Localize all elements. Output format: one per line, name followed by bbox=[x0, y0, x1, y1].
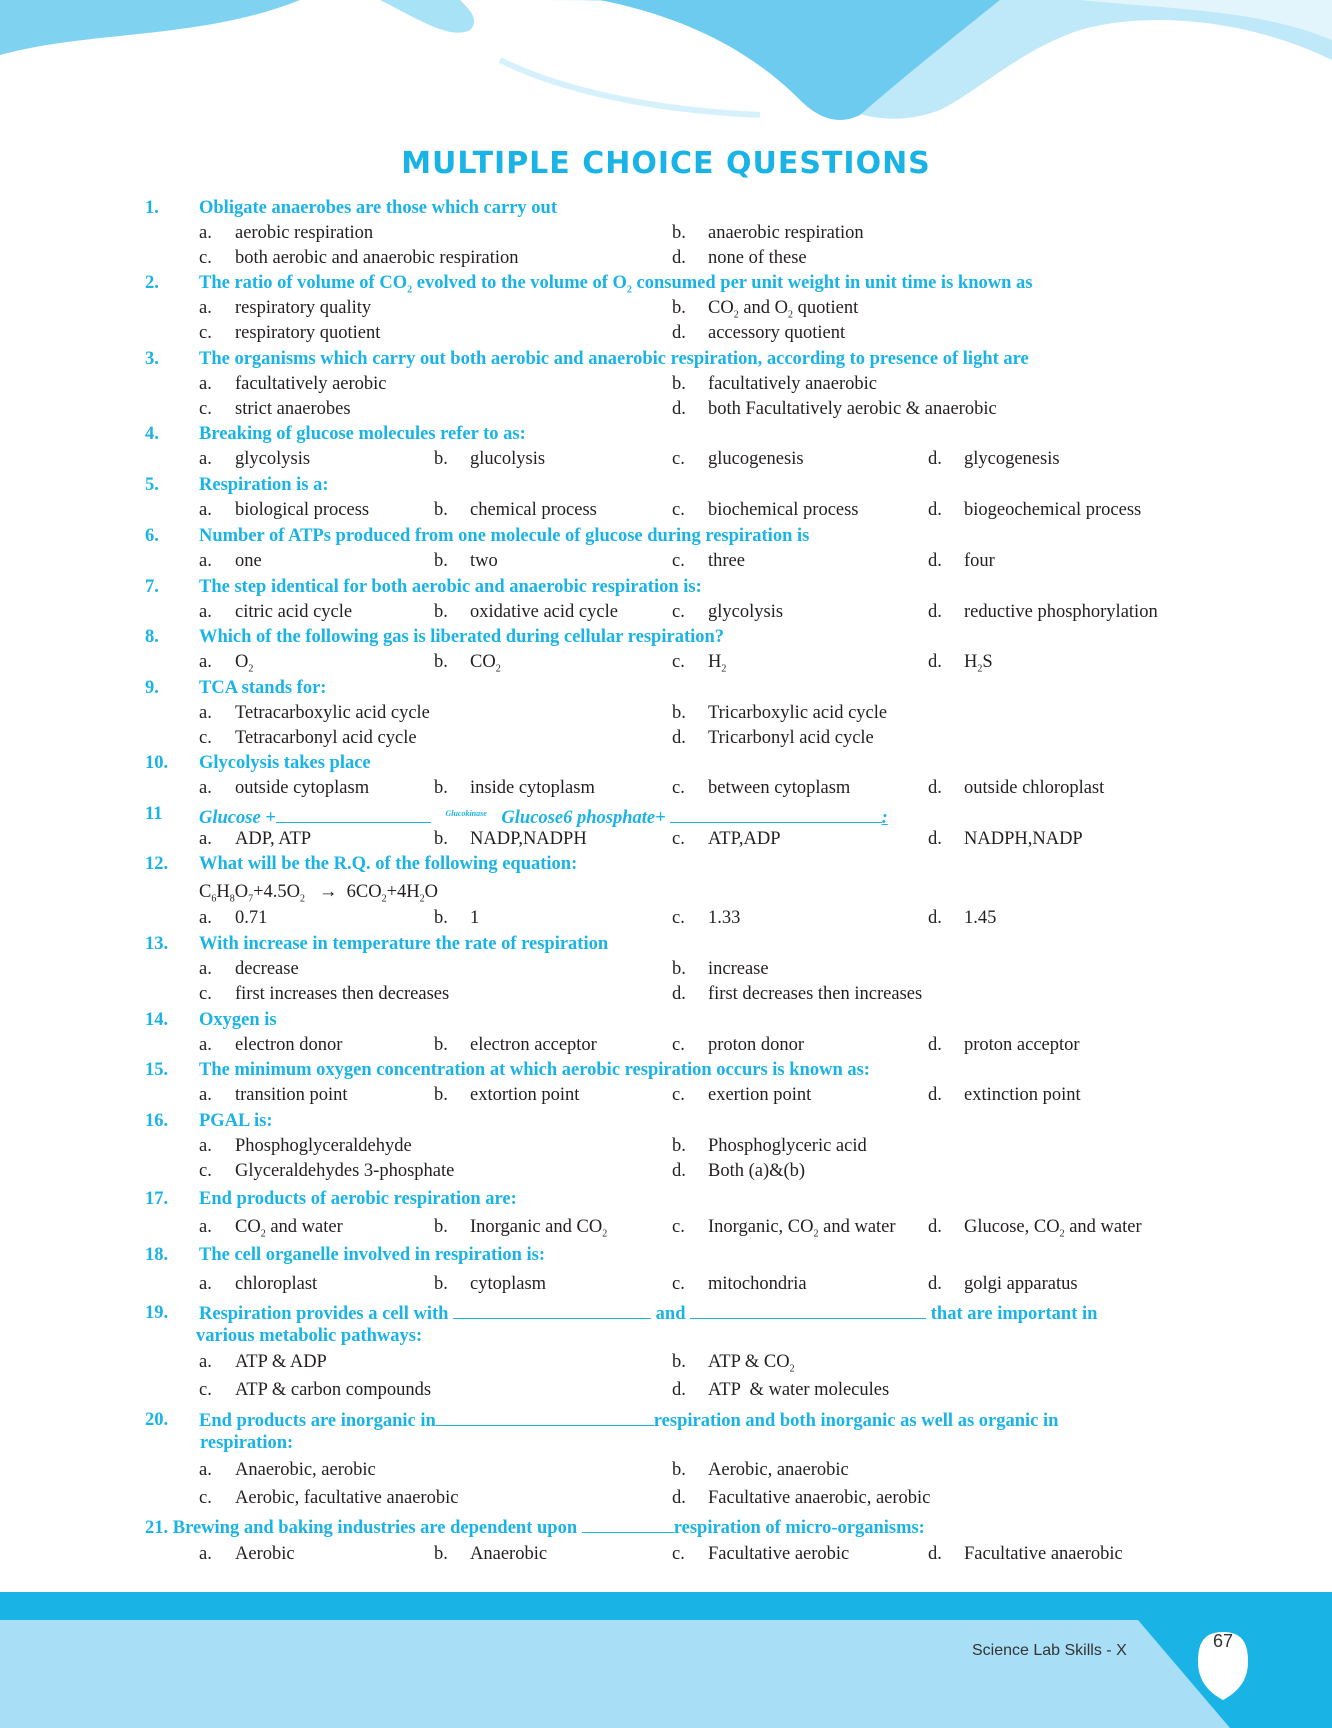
option-d[interactable]: d. accessory quotient bbox=[672, 323, 846, 343]
option-c[interactable]: c. first increases then decreases bbox=[199, 984, 450, 1004]
option-d[interactable]: d. 1.45 bbox=[928, 908, 997, 928]
option-b[interactable]: b. Phosphoglyceric acid bbox=[672, 1136, 867, 1156]
option-a[interactable]: a. ADP, ATP bbox=[199, 829, 312, 849]
option-d[interactable]: d. Facultative anaerobic, aerobic bbox=[672, 1488, 931, 1508]
question-text: PGAL is: bbox=[199, 1111, 273, 1131]
question-text: End products of aerobic respiration are: bbox=[199, 1189, 517, 1209]
option-b[interactable]: b. facultatively anaerobic bbox=[672, 374, 877, 394]
option-b[interactable]: b. increase bbox=[672, 959, 769, 979]
option-a[interactable]: a. aerobic respiration bbox=[199, 223, 374, 243]
option-a[interactable]: a. biological process bbox=[199, 500, 370, 520]
option-c[interactable]: c. ATP,ADP bbox=[672, 829, 781, 849]
option-b[interactable]: b. electron acceptor bbox=[434, 1035, 597, 1055]
option-a[interactable]: a. Aerobic bbox=[199, 1544, 295, 1564]
option-d[interactable]: d. extinction point bbox=[928, 1085, 1081, 1105]
option-a[interactable]: a. one bbox=[199, 551, 262, 571]
option-b[interactable]: b. glucolysis bbox=[434, 449, 546, 469]
option-c[interactable]: c. both aerobic and anaerobic respiration bbox=[199, 248, 519, 268]
option-c[interactable]: c. exertion point bbox=[672, 1085, 812, 1105]
header-wave-decoration bbox=[0, 0, 1332, 140]
option-d[interactable]: d. reductive phosphorylation bbox=[928, 602, 1158, 622]
option-c[interactable]: c. three bbox=[672, 551, 745, 571]
question-text: The step identical for both aerobic and anaerobic respiration is: bbox=[199, 577, 702, 597]
question-text: The ratio of volume of $CO_2$ evolved to the volume of $O_2$ consumed per unit weight in unit time is known as bbox=[199, 273, 1033, 296]
question-number: 8. bbox=[145, 627, 159, 647]
option-b[interactable]: b. $CO_2$ bbox=[434, 652, 501, 675]
question-text: Glycolysis takes place bbox=[199, 753, 371, 773]
option-d[interactable]: d. four bbox=[928, 551, 995, 571]
question-number: 13. bbox=[145, 934, 169, 954]
question-text: Breaking of glucose molecules refer to as: bbox=[199, 424, 526, 444]
option-a[interactable]: a. Anaerobic, aerobic bbox=[199, 1460, 376, 1480]
question-number: 7. bbox=[145, 577, 159, 597]
question-text: End products are inorganic in respiration and both inorganic as well as organic in bbox=[199, 1411, 1059, 1431]
question-number: 16. bbox=[145, 1111, 169, 1131]
question-number: 18. bbox=[145, 1245, 169, 1265]
question-text: TCA stands for: bbox=[199, 678, 327, 698]
option-d[interactable]: d. none of these bbox=[672, 248, 807, 268]
answer-blank[interactable] bbox=[582, 1516, 674, 1533]
option-d[interactable]: d. NADPH,NADP bbox=[928, 829, 1083, 849]
question-number: 11 bbox=[145, 804, 163, 824]
question-text: Number of ATPs produced from one molecule of glucose during respiration is bbox=[199, 526, 810, 546]
option-b[interactable]: b. inside cytoplasm bbox=[434, 778, 595, 798]
option-c[interactable]: c. $H_2$ bbox=[672, 652, 727, 675]
option-b[interactable]: b. chemical process bbox=[434, 500, 597, 520]
option-c[interactable]: c. glucogenesis bbox=[672, 449, 804, 469]
question-number: 1. bbox=[145, 198, 159, 218]
option-a[interactable]: a. Tetracarboxylic acid cycle bbox=[199, 703, 430, 723]
option-d[interactable]: d. outside chloroplast bbox=[928, 778, 1105, 798]
chemical-equation: $C_6H_8O_7+4.5O_2 \to 6CO_2+4H_2O$ bbox=[199, 882, 439, 905]
question-20-continued: respiration: bbox=[200, 1433, 294, 1453]
option-d[interactable]: d. both Facultatively aerobic & anaerobic bbox=[672, 399, 997, 419]
option-a[interactable]: a. citric acid cycle bbox=[199, 602, 353, 622]
page-number: 67 bbox=[1212, 1631, 1234, 1651]
option-d[interactable]: d. ATP & water molecules bbox=[672, 1380, 890, 1400]
page-title: MULTIPLE CHOICE QUESTIONS bbox=[401, 146, 931, 181]
option-c[interactable]: c. biochemical process bbox=[672, 500, 859, 520]
option-c[interactable]: c. Glyceraldehydes 3-phosphate bbox=[199, 1161, 455, 1181]
enzyme-label: Glucokinase bbox=[445, 809, 487, 818]
option-a[interactable]: a. respiratory quality bbox=[199, 298, 372, 318]
option-c[interactable]: c. glycolysis bbox=[672, 602, 784, 622]
question-number: 3. bbox=[145, 349, 159, 369]
question-number: 9. bbox=[145, 678, 159, 698]
footer-band bbox=[0, 1592, 1332, 1728]
option-c[interactable]: c. Aerobic, facultative anaerobic bbox=[199, 1488, 459, 1508]
question-number: 10. bbox=[145, 753, 169, 773]
option-a[interactable]: a. glycolysis bbox=[199, 449, 311, 469]
option-a[interactable]: a. $O_2$ bbox=[199, 652, 254, 675]
option-a[interactable]: a. chloroplast bbox=[199, 1274, 318, 1294]
option-a[interactable]: a. decrease bbox=[199, 959, 299, 979]
option-d[interactable]: d. $H_2S$ bbox=[928, 652, 993, 675]
answer-blank[interactable] bbox=[670, 806, 882, 823]
question-number: 20. bbox=[145, 1410, 169, 1430]
option-a[interactable]: a. outside cytoplasm bbox=[199, 778, 370, 798]
answer-blank[interactable] bbox=[453, 1302, 651, 1319]
answer-blank[interactable] bbox=[276, 806, 431, 823]
option-b[interactable]: b. anaerobic respiration bbox=[672, 223, 864, 243]
option-a[interactable]: a. facultatively aerobic bbox=[199, 374, 387, 394]
question-number: 5. bbox=[145, 475, 159, 495]
option-d[interactable]: d. proton acceptor bbox=[928, 1035, 1080, 1055]
question-number: 17. bbox=[145, 1189, 169, 1209]
answer-blank[interactable] bbox=[690, 1302, 926, 1319]
option-d[interactable]: d. Tricarbonyl acid cycle bbox=[672, 728, 874, 748]
option-d[interactable]: d. Both (a)&(b) bbox=[672, 1161, 806, 1181]
option-c[interactable]: c. 1.33 bbox=[672, 908, 741, 928]
option-a[interactable]: a. $CO_2$ and water bbox=[199, 1217, 343, 1240]
option-a[interactable]: a. Phosphoglyceraldehyde bbox=[199, 1136, 412, 1156]
question-text: Glucose + $^{Glucokinase}$ Glucose6 phosphate+ : bbox=[199, 808, 888, 829]
question-number: 2. bbox=[145, 273, 159, 293]
option-c[interactable]: c. ATP & carbon compounds bbox=[199, 1380, 432, 1400]
question-text: Respiration provides a cell with and that are important in bbox=[199, 1304, 1098, 1324]
option-b[interactable]: b. extortion point bbox=[434, 1085, 580, 1105]
option-c[interactable]: c. Facultative aerobic bbox=[672, 1544, 850, 1564]
question-number: 21. bbox=[145, 1518, 169, 1538]
option-b[interactable]: b. oxidative acid cycle bbox=[434, 602, 618, 622]
option-b[interactable]: b. two bbox=[434, 551, 498, 571]
question-text: With increase in temperature the rate of respiration bbox=[199, 934, 609, 954]
option-b[interactable]: b. $CO_2$ and $O_2$ quotient bbox=[672, 298, 859, 321]
option-a[interactable]: a. 0.71 bbox=[199, 908, 268, 928]
option-d[interactable]: d. Facultative anaerobic bbox=[928, 1544, 1123, 1564]
option-c[interactable]: c. Inorganic, $CO_2$ and water bbox=[672, 1217, 896, 1240]
question-text: Respiration is a: bbox=[199, 475, 329, 495]
option-b[interactable]: b. Inorganic and $CO_2$ bbox=[434, 1217, 608, 1240]
question-text: The organisms which carry out both aerobic and anaerobic respiration, according to presence of light are bbox=[199, 349, 1029, 369]
option-c[interactable]: c. between cytoplasm bbox=[672, 778, 851, 798]
option-a[interactable]: a. ATP & ADP bbox=[199, 1352, 327, 1372]
question-text: The minimum oxygen concentration at which aerobic respiration occurs is known as: bbox=[199, 1060, 870, 1080]
option-b[interactable]: b. 1 bbox=[434, 908, 480, 928]
option-b[interactable]: b. ATP & $CO_2$ bbox=[672, 1352, 795, 1375]
option-c[interactable]: c. mitochondria bbox=[672, 1274, 807, 1294]
option-d[interactable]: d. golgi apparatus bbox=[928, 1274, 1078, 1294]
option-b[interactable]: b. Aerobic, anaerobic bbox=[672, 1460, 849, 1480]
option-d[interactable]: d. first decreases then increases bbox=[672, 984, 923, 1004]
option-c[interactable]: c. strict anaerobes bbox=[199, 399, 351, 419]
question-number: 15. bbox=[145, 1060, 169, 1080]
question-19-continued: various metabolic pathways: bbox=[196, 1326, 423, 1346]
option-d[interactable]: d. biogeochemical process bbox=[928, 500, 1142, 520]
option-c[interactable]: c. Tetracarbonyl acid cycle bbox=[199, 728, 417, 748]
question-number: 19. bbox=[145, 1303, 169, 1323]
question-number: 14. bbox=[145, 1010, 169, 1030]
question-text: Which of the following gas is liberated during cellular respiration? bbox=[199, 627, 725, 647]
question-21 bbox=[145, 1516, 1205, 1539]
question-text: What will be the R.Q. of the following equation: bbox=[199, 854, 578, 874]
option-d[interactable]: d. Glucose, $CO_2$ and water bbox=[928, 1217, 1142, 1240]
question-text: Brewing and baking industries are dependent upon respiration of micro-organisms: bbox=[172, 1518, 925, 1538]
option-b[interactable]: b. Tricarboxylic acid cycle bbox=[672, 703, 888, 723]
option-c[interactable]: c. respiratory quotient bbox=[199, 323, 381, 343]
question-number: 6. bbox=[145, 526, 159, 546]
option-a[interactable]: a. transition point bbox=[199, 1085, 348, 1105]
footer-book-title: Science Lab Skills - X bbox=[972, 1642, 1127, 1659]
question-text: The cell organelle involved in respiration is: bbox=[199, 1245, 546, 1265]
answer-blank[interactable] bbox=[436, 1409, 654, 1426]
question-text: Obligate anaerobes are those which carry out bbox=[199, 198, 557, 218]
option-c[interactable]: c. proton donor bbox=[672, 1035, 805, 1055]
option-b[interactable]: b. NADP,NADPH bbox=[434, 829, 587, 849]
question-number: 12. bbox=[145, 854, 169, 874]
option-a[interactable]: a. electron donor bbox=[199, 1035, 343, 1055]
option-b[interactable]: b. cytoplasm bbox=[434, 1274, 547, 1294]
question-text: Oxygen is bbox=[199, 1010, 277, 1030]
option-b[interactable]: b. Anaerobic bbox=[434, 1544, 548, 1564]
question-number: 4. bbox=[145, 424, 159, 444]
option-d[interactable]: d. glycogenesis bbox=[928, 449, 1060, 469]
